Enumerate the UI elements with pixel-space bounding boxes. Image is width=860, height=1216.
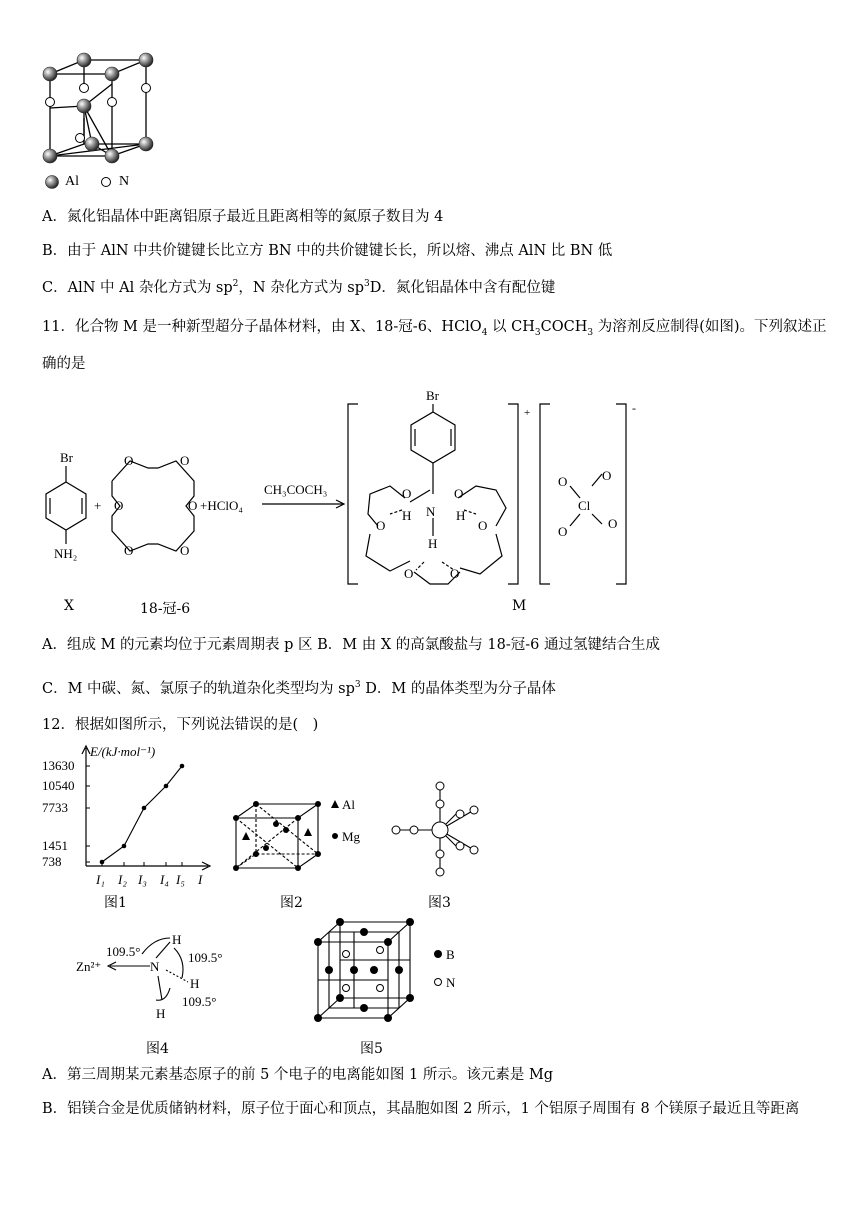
- q12-option-b: B．铝镁合金是优质储钠材料，原子位于面心和顶点，其晶胞如图 2 所示，1 个铝原子周围有 8 个镁原子最近且等距离: [42, 1101, 800, 1117]
- q11-option-d: D．M 的晶体类型为分子晶体: [360, 680, 556, 697]
- fig1-y-tick-label: 738: [42, 854, 62, 869]
- q11-stem-pre: 11．化合物 M 是一种新型超分子晶体材料，由 X、18-冠-6、HClO: [42, 319, 482, 335]
- m-n-atom: N: [426, 504, 436, 519]
- fig4-h-1: H: [172, 932, 182, 947]
- fig1-series-line: [102, 766, 182, 862]
- fig4-angle-2: 109.5°: [188, 950, 223, 965]
- crown-o-6: O: [114, 498, 124, 513]
- fig2-al-mg-cell: [228, 796, 388, 876]
- fig5-legend-b: B: [446, 947, 455, 962]
- q10-option-c-pre: C．AlN 中 Al 杂化方式为 sp: [42, 279, 233, 296]
- fig1-x-tick-label: I₁: [96, 872, 105, 887]
- fig1-x-tick-label: I₄: [160, 872, 169, 887]
- solvent-label: CH₃COCH₃: [264, 482, 328, 497]
- q12-option-a: A．第三周期某元素基态原子的前 5 个电子的电离能如图 1 所示。该元素是 Mg: [42, 1067, 554, 1083]
- fig1-y-tick-label: 13630: [42, 758, 75, 773]
- fig2-legend-al: Al: [342, 797, 355, 812]
- legend-n-label: N: [119, 174, 130, 189]
- crown-o-2: O: [180, 453, 190, 468]
- fig1-ionization-chart: [40, 740, 220, 890]
- fig1-x-tick-label: I₅: [176, 872, 185, 887]
- m-o-6: O: [450, 566, 460, 581]
- label-m: M: [512, 598, 527, 614]
- cation-charge: +: [524, 407, 531, 419]
- crown-o-1: O: [124, 453, 134, 468]
- fig1-point: [180, 764, 185, 769]
- fig4-angle-3: 109.5°: [182, 994, 217, 1009]
- q12-stem: 12．根据如图所示，下列说法错误的是( ): [42, 717, 319, 733]
- crown-o-5: O: [124, 543, 134, 558]
- fig1-caption: 图1: [104, 895, 127, 911]
- n-ball-icon: [98, 174, 114, 190]
- q11-stem-mid: 以 CH: [487, 319, 535, 335]
- fig1-x-tick-label: I₂: [118, 872, 127, 887]
- m-o-2: O: [454, 486, 464, 501]
- plus-sign: +: [94, 498, 102, 513]
- q11-stem-line2: 确的是: [42, 356, 86, 372]
- fig4-angle-1: 109.5°: [106, 944, 141, 959]
- anion-charge: -: [632, 401, 636, 415]
- q11-option-ab: A．组成 M 的元素均位于元素周期表 p 区 B．M 由 X 的高氯酸盐与 18-冠-6 通过氢键结合生成: [42, 637, 660, 653]
- q11-option-cd: C．M 中碳、氮、氯原子的轨道杂化类型均为 $sp^3$ D．M 的晶体类型为分子晶体: [42, 680, 556, 697]
- q10-option-a: A．氮化铝晶体中距离铝原子最近且距离相等的氮原子数目为 4: [42, 209, 444, 225]
- q10-option-b: B．由于 AlN 中共价键键长比立方 BN 中的共价键键长长，所以熔、沸点 AlN 比 BN 低: [42, 243, 613, 259]
- m-h-1: H: [402, 508, 412, 523]
- clo4-o-4: O: [558, 524, 568, 539]
- fig1-ylabel: E/(kJ·mol⁻¹): [90, 744, 156, 759]
- fig1-xlabel: I: [198, 872, 203, 887]
- fig4-n: N: [150, 959, 160, 974]
- fig1-x-tick-label: I₃: [138, 872, 147, 887]
- q11-reaction-figure: [40, 386, 660, 618]
- fig1-point: [122, 844, 127, 849]
- clo4-cl: Cl: [578, 498, 591, 513]
- clo4-o-3: O: [608, 516, 618, 531]
- fig2-legend-mg: Mg: [342, 829, 361, 844]
- q10-option-c-mid: ，N 杂化方式为 sp: [238, 279, 365, 296]
- q11-stem-mid2: COCH: [540, 319, 588, 335]
- m-h-2: H: [456, 508, 466, 523]
- fig3-caption: 图3: [428, 895, 451, 911]
- m-br-atom: Br: [426, 388, 439, 403]
- fig2-caption: 图2: [280, 895, 303, 911]
- fig1-y-tick-label: 7733: [42, 800, 68, 815]
- clo4-o-1: O: [558, 474, 568, 489]
- fig4-h-2: H: [190, 976, 200, 991]
- m-h-3: H: [428, 536, 438, 551]
- crown-o-3: O: [188, 498, 198, 513]
- m-o-1: O: [402, 486, 412, 501]
- al-ball-icon: [44, 174, 60, 190]
- label-crown: 18-冠-6: [140, 601, 191, 617]
- aln-legend: [44, 174, 129, 190]
- x-br-atom: Br: [60, 450, 73, 465]
- fig1-point: [164, 784, 169, 789]
- q11-option-c-pre: C．M 中碳、氮、氯原子的轨道杂化类型均为 sp: [42, 680, 355, 697]
- fig5-caption: 图5: [360, 1041, 383, 1057]
- m-o-3: O: [376, 518, 386, 533]
- label-x: X: [64, 598, 74, 614]
- fig4-zn: Zn²⁺: [76, 959, 102, 974]
- fig4-h-3: H: [156, 1006, 166, 1021]
- q11-stem-line1: 11．化合物 M 是一种新型超分子晶体材料，由 X、18-冠-6、HClO$_4$ 以 $CH_3COCH_3$ 为溶剂反应制得(如图)。下列叙述正: [42, 319, 827, 338]
- reagent-hclo4: +HClO₄: [200, 498, 243, 513]
- q11-stem-post: 为溶剂反应制得(如图)。下列叙述正: [593, 319, 827, 335]
- q10-option-cd: C．AlN 中 Al 杂化方式为 $sp^2$，N 杂化方式为 $sp^3D$．氮化铝晶体中含有配位键: [42, 279, 556, 296]
- m-o-5: O: [404, 566, 414, 581]
- fig1-point: [142, 806, 147, 811]
- m-o-4: O: [478, 518, 488, 533]
- clo4-o-2: O: [602, 468, 612, 483]
- fig4-caption: 图4: [146, 1041, 169, 1057]
- fig1-y-tick-label: 1451: [42, 838, 68, 853]
- q10-option-d: D．氮化铝晶体中含有配位键: [369, 279, 556, 296]
- legend-al-label: Al: [65, 174, 79, 189]
- fig4-zn-nh3: [70, 928, 250, 1028]
- fig5-legend-n: N: [446, 975, 456, 990]
- crown-o-4: O: [180, 543, 190, 558]
- fig3-molecule: [388, 774, 498, 884]
- fig1-y-tick-label: 10540: [42, 778, 75, 793]
- fig5-bn-cell: [308, 912, 478, 1032]
- x-nh2-group: NH₂: [54, 546, 78, 561]
